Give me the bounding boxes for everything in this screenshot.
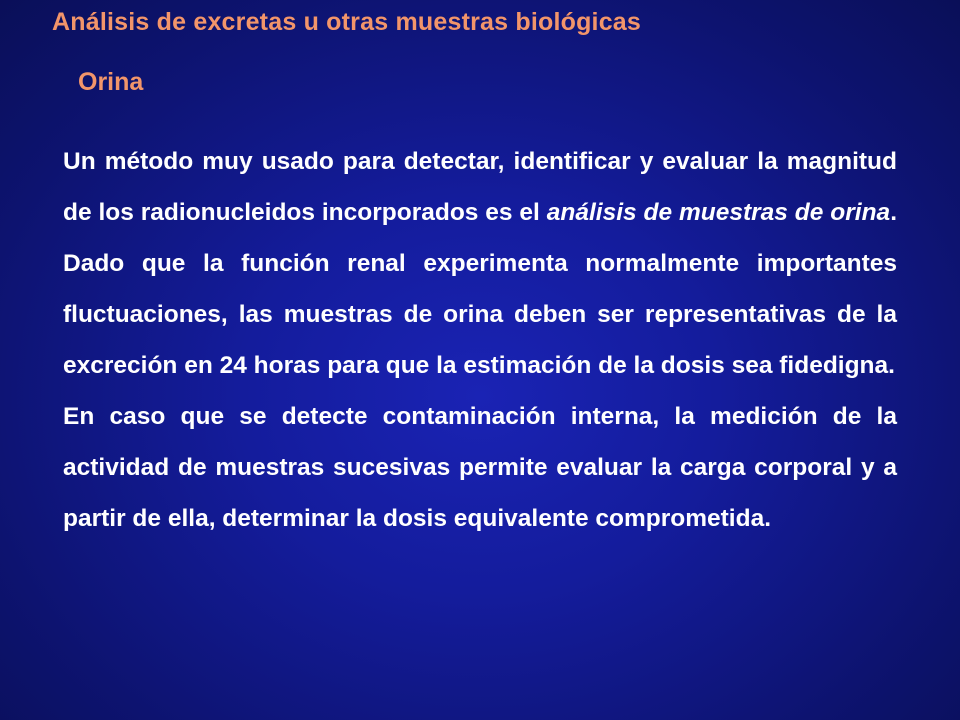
paragraph-urine-analysis xyxy=(63,136,897,391)
slide-subtitle: Orina xyxy=(78,68,144,96)
slide-title: Análisis de excretas u otras muestras biológicas xyxy=(52,8,642,36)
paragraph-internal-contamination: En caso que se detecte contaminación interna, la medición de la actividad de muestras sucesivas permite evaluar la carga corporal y a partir de ella, determinar la dosis equivalente comprometida. xyxy=(63,403,897,532)
paragraph-1-emphasis: análisis de muestras de orina xyxy=(546,199,891,226)
slide-body xyxy=(63,136,897,544)
paragraph-1-text-start: Un método muy usado para detectar, identificar y evaluar la magnitud de los radionucleidos incorporados es el xyxy=(63,148,897,226)
paragraph-1-text-end: . Dado que la función renal experimenta normalmente importantes fluctuaciones, las muestras de orina deben ser representativas de la excreción en 24 horas para que la estimación de la dosis sea fidedigna. xyxy=(63,199,897,379)
